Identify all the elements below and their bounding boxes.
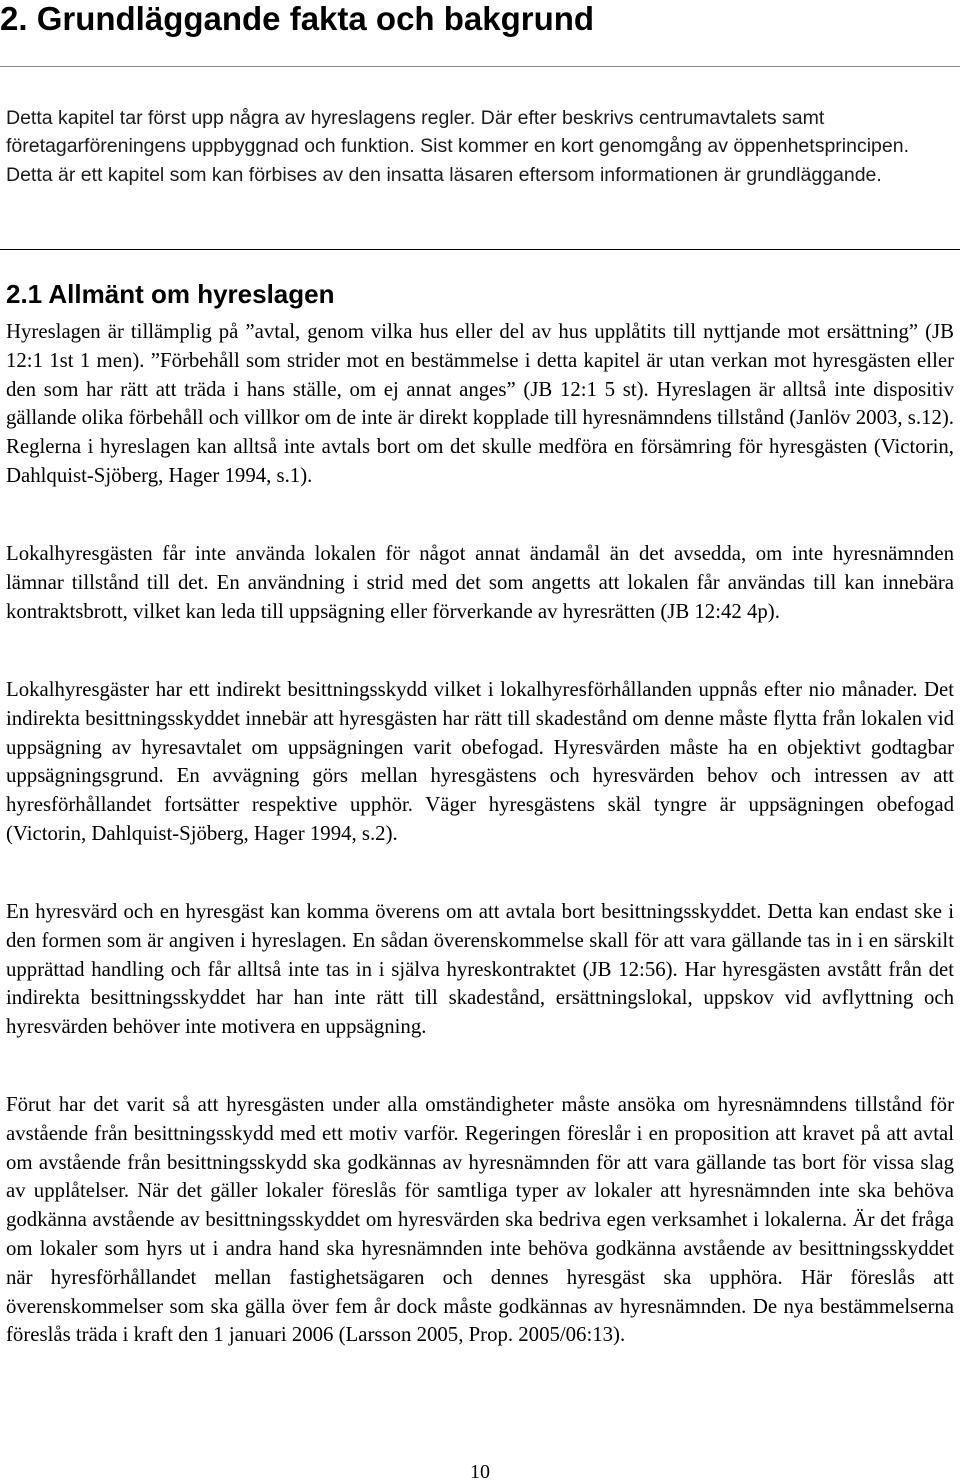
page-number: 10: [470, 1461, 490, 1483]
paragraph-tenure: Lokalhyresgäster har ett indirekt besittningsskydd vilket i lokalhyresförhållanden uppnås efter nio månader. Det indirekta besittningsskyddet innebär att hyresgästen har rätt till skadestånd om denne måste flytta från lokalen vid uppsägning av hyresavtalet om uppsägningen varit obefogad. Hyresvärden måste ha en objektivt godtagbar uppsägningsgrund. En avvägning görs mellan hyresgästens och hyresvärden behov och intressen av att hyresförhållandet fortsätter respektive upphör. Väger hyresgästens skäl tyngre är uppsägningen obefogad (Victorin, Dahlquist-Sjöberg, Hager 1994, s.2).: [6, 678, 954, 845]
paragraph-proposal: Förut har det varit så att hyresgästen under alla omständigheter måste ansöka om hyresnämndens tillstånd för avstående från besittningsskydd med ett motiv varför. Regeringen föreslår i en proposition att kravet på att avtal om avstående från besittningsskydd ska godkännas av hyresnämnden för att vara gällande tas bort för vissa slag av upplåtelser. När det gäller lokaler föreslås för samtliga typer av lokaler att hyresnämnden inte ska behöva godkänna avstående av besittningsskyddet om hyresvärden ska bedriva egen verksamhet i lokalerna. Är det fråga om lokaler som hyrs ut i andra hand ska hyresnämnden inte behöva godkänna avstående av besittningsskyddet när hyresförhållandet mellan fastighetsägaren och dennes hyresgäst ska upphöra. Här föreslås att överenskommelser som ska gälla över fem år dock måste godkännas av hyresnämnden. De nya bestämmelserna föreslås träda i kraft den 1 januari 2006 (Larsson 2005, Prop. 2005/06:13).: [6, 1093, 954, 1347]
chapter-title: 2. Grundläggande fakta och bakgrund: [0, 0, 595, 37]
section-divider: [0, 249, 960, 250]
paragraph-usage: Lokalhyresgästen får inte använda lokalen för något annat ändamål än det avsedda, om inte hyresnämnden lämnar tillstånd till det. En användning i strid med det som angetts att lokalen får användas till kan innebära kontraktsbrott, vilket kan leda till uppsägning eller förverkande av hyresrätten (JB 12:42 4p).: [6, 542, 954, 623]
section-title: 2.1 Allmänt om hyreslagen: [6, 279, 335, 309]
paragraph-waiver: En hyresvärd och en hyresgäst kan komma överens om att avtala bort besittningsskyddet. Detta kan endast ske i den formen som är angiven i hyreslagen. En sådan överenskommelse skall för att vara gällande tas in i en särskilt upprättad handling och får alltså inte tas in i själva hyreskontraktet (JB 12:56). Har hyresgästen avstått från det indirekta besittningsskyddet har han inte rätt till skadestånd, ersättningslokal, uppskov vid avflyttning och hyresvärden behöver inte motivera en uppsägning.: [6, 900, 954, 1039]
paragraph-scope: Hyreslagen är tillämplig på ”avtal, genom vilka hus eller del av hus upplåtits till nyttjande mot ersättning” (JB 12:1 1st 1 men). ”Förbehåll som strider mot en bestämmelse i detta kapitel är utan verkan mot hyresgästen eller den som har rätt att träda i hans ställe, om ej annat anges” (JB 12:1 5 st). Hyreslagen är alltså inte dispositiv gällande olika förbehåll och villkor om de inte är direkt kopplade till hyresnämndens tillstånd (Janlöv 2003, s.12). Reglerna i hyreslagen kan alltså inte avtals bort om det skulle medföra en försämring för hyresgästen (Victorin, Dahlquist-Sjöberg, Hager 1994, s.1).: [6, 320, 954, 487]
chapter-intro: Detta kapitel tar först upp några av hyreslagens regler. Där efter beskrivs centrumavtalets samt företagarföreningens uppbyggnad och funktion. Sist kommer en kort genomgång av öppenhetsprincipen. Detta är ett kapitel som kan förbises av den insatta läsaren eftersom informationen är grundläggande.: [6, 107, 909, 186]
chapter-divider: [0, 66, 960, 67]
